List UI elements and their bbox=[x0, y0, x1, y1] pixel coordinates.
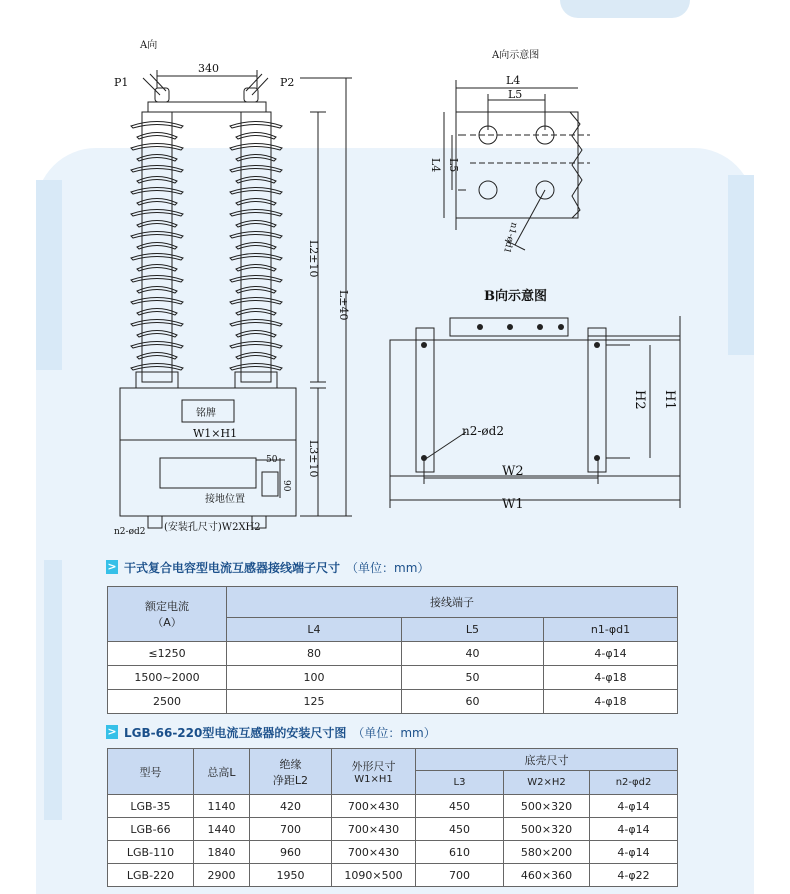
terminal-p1-label: P1 bbox=[114, 76, 129, 89]
direction-label: A向 bbox=[140, 40, 158, 51]
table-row bbox=[108, 690, 678, 714]
right-insulator-sheds bbox=[230, 122, 282, 371]
view-a-plate bbox=[456, 112, 578, 218]
hole-n2-label: n2-ød2 bbox=[114, 527, 146, 537]
table2-cell-height: 1840 bbox=[194, 841, 250, 864]
table2-heading bbox=[106, 722, 436, 742]
table1-cell-current: 1500~2000 bbox=[108, 666, 227, 690]
insulator-shed bbox=[137, 243, 177, 250]
table2-unit: （单位：mm） bbox=[352, 725, 436, 740]
view-a-title: A向示意图 bbox=[492, 50, 540, 61]
table2-header-height: 总高L bbox=[194, 749, 250, 795]
terminal-size-table bbox=[107, 586, 678, 714]
insulator-shed bbox=[236, 287, 276, 294]
table2-cell-l2: 420 bbox=[250, 795, 332, 818]
view-b-title: B向示意图 bbox=[484, 289, 547, 304]
table2-cell-w2h2: 580×200 bbox=[504, 841, 590, 864]
table2-header-insulation bbox=[250, 749, 332, 795]
table2-cell-shape: 700×430 bbox=[332, 841, 416, 864]
table2-cell-l3: 610 bbox=[416, 841, 504, 864]
insulator-shed bbox=[236, 221, 276, 228]
table1-header-current-unit: （A） bbox=[152, 616, 182, 629]
view-a-l5: L5 bbox=[508, 88, 523, 101]
table1-unit: （单位：mm） bbox=[346, 560, 430, 575]
table1-cell-l5: 40 bbox=[402, 642, 544, 666]
insulator-shed bbox=[131, 232, 183, 239]
view-a-hole-label: n1-ød1 bbox=[500, 221, 519, 255]
hole-icon bbox=[479, 181, 497, 199]
table2-cell-l3: 450 bbox=[416, 818, 504, 841]
insulator-shed bbox=[230, 166, 282, 173]
table1-header-hole: n1-φd1 bbox=[544, 618, 678, 642]
insulator-shed bbox=[230, 342, 282, 349]
insulator-shed bbox=[131, 298, 183, 305]
table1-header-l5: L5 bbox=[402, 618, 544, 642]
leader-n2 bbox=[424, 432, 466, 460]
table-row bbox=[108, 642, 678, 666]
table1-cell-l4: 125 bbox=[227, 690, 402, 714]
table1-cell-current: ≤1250 bbox=[108, 642, 227, 666]
table2-title: LGB-66-220型电流互感器的安装尺寸图 bbox=[124, 725, 347, 740]
view-b-left-bracket bbox=[416, 328, 434, 472]
insulator-shed bbox=[230, 276, 282, 283]
table1-title: 干式复合电容型电流互感器接线端子尺寸 bbox=[124, 560, 341, 575]
mount-label: (安装孔尺寸)W2XH2 bbox=[164, 522, 261, 533]
insulator-shed bbox=[137, 265, 177, 272]
table2-cell-model: LGB-220 bbox=[108, 864, 194, 887]
insulator-shed bbox=[230, 232, 282, 239]
table2-cell-model: LGB-35 bbox=[108, 795, 194, 818]
table2-cell-model: LGB-110 bbox=[108, 841, 194, 864]
ground-terminal bbox=[262, 472, 278, 496]
insulator-shed bbox=[137, 309, 177, 316]
dim-340-label: 340 bbox=[198, 62, 219, 75]
insulator-shed bbox=[230, 188, 282, 195]
insulator-shed bbox=[236, 133, 276, 140]
view-b-h2: H2 bbox=[632, 390, 647, 410]
view-b-hole-label: n2-ød2 bbox=[462, 424, 504, 438]
table2-cell-l2: 960 bbox=[250, 841, 332, 864]
table2-cell-l3: 700 bbox=[416, 864, 504, 887]
insulator-shed bbox=[236, 265, 276, 272]
insulator-shed bbox=[230, 320, 282, 327]
table2-cell-shape: 700×430 bbox=[332, 818, 416, 841]
dim-90-label: 90 bbox=[281, 480, 291, 492]
insulator-shed bbox=[131, 188, 183, 195]
installation-size-table bbox=[107, 748, 678, 887]
table2-header-model: 型号 bbox=[108, 749, 194, 795]
insulator-shed bbox=[131, 364, 183, 371]
chevron-right-icon: > bbox=[107, 725, 117, 738]
table2-cell-w2h2: 500×320 bbox=[504, 818, 590, 841]
insulator-shed bbox=[131, 342, 183, 349]
nameplate-label: 铭牌 bbox=[196, 408, 216, 419]
terminal-p1-block bbox=[155, 88, 169, 102]
insulator-shed bbox=[230, 254, 282, 261]
table1-cell-l5: 60 bbox=[402, 690, 544, 714]
table2-cell-w2h2: 500×320 bbox=[504, 795, 590, 818]
table-row bbox=[108, 795, 678, 818]
insulator-shed bbox=[236, 331, 276, 338]
table1-heading bbox=[106, 557, 429, 577]
dim-l2-label: L2±10 bbox=[307, 240, 320, 278]
chevron-right-icon: > bbox=[107, 560, 117, 573]
insulator-shed bbox=[137, 133, 177, 140]
insulator-shed bbox=[137, 287, 177, 294]
break-line bbox=[570, 112, 582, 218]
view-b-w1: W1 bbox=[502, 497, 524, 512]
terminal-p2-block bbox=[244, 88, 258, 102]
insulator-shed bbox=[137, 155, 177, 162]
table1-header-current bbox=[108, 587, 227, 642]
table2-cell-hole: 4-φ14 bbox=[590, 841, 678, 864]
insulator-shed bbox=[236, 177, 276, 184]
insulator-shed bbox=[230, 144, 282, 151]
table2-cell-l2: 1950 bbox=[250, 864, 332, 887]
terminal-p2-label: P2 bbox=[280, 76, 295, 89]
table2-cell-l3: 450 bbox=[416, 795, 504, 818]
insulator-shed bbox=[230, 210, 282, 217]
table-row bbox=[108, 864, 678, 887]
table-row bbox=[108, 818, 678, 841]
table2-cell-hole: 4-φ22 bbox=[590, 864, 678, 887]
ground-label: 接地位置 bbox=[205, 494, 245, 505]
table2-cell-l2: 700 bbox=[250, 818, 332, 841]
table1-cell-hole: 4-φ14 bbox=[544, 642, 678, 666]
table2-cell-height: 1440 bbox=[194, 818, 250, 841]
insulator-shed bbox=[131, 144, 183, 151]
table2-cell-height: 1140 bbox=[194, 795, 250, 818]
table2-header-insulation-b: 净距L2 bbox=[272, 773, 309, 787]
insulator-shed bbox=[137, 221, 177, 228]
view-b-right-bracket bbox=[588, 328, 606, 472]
insulator-shed bbox=[131, 210, 183, 217]
insulator-shed bbox=[131, 166, 183, 173]
table-row bbox=[108, 666, 678, 690]
insulator-shed bbox=[137, 199, 177, 206]
table1-cell-l4: 100 bbox=[227, 666, 402, 690]
head-plate bbox=[148, 102, 266, 112]
table1-cell-l5: 50 bbox=[402, 666, 544, 690]
insulator-shed bbox=[131, 254, 183, 261]
insulator-shed bbox=[230, 364, 282, 371]
table2-cell-hole: 4-φ14 bbox=[590, 818, 678, 841]
insulator-shed bbox=[137, 353, 177, 360]
table2-header-shape bbox=[332, 749, 416, 795]
table2-header-insulation-a: 绝缘 bbox=[279, 757, 302, 771]
dim-l3-label: L3±10 bbox=[307, 440, 320, 478]
table2-cell-shape: 1090×500 bbox=[332, 864, 416, 887]
window-box bbox=[160, 458, 256, 488]
table2-cell-height: 2900 bbox=[194, 864, 250, 887]
dim-l-label: L±40 bbox=[337, 290, 350, 321]
table1-header-terminal: 接线端子 bbox=[227, 587, 678, 618]
insulator-shed bbox=[131, 320, 183, 327]
insulator-shed bbox=[236, 353, 276, 360]
view-b-h1: H1 bbox=[662, 390, 677, 410]
table1-header-current-label: 额定电流 bbox=[145, 600, 189, 613]
dim-50-label: 50 bbox=[266, 455, 278, 465]
table2-header-l3: L3 bbox=[416, 771, 504, 795]
view-a-l4: L4 bbox=[506, 74, 521, 87]
table2-header-shape-a: 外形尺寸 bbox=[351, 760, 396, 773]
view-a-l5-vertical: L5 bbox=[447, 158, 460, 173]
insulator-shed bbox=[236, 155, 276, 162]
table2-header-w2h2: W2×H2 bbox=[504, 771, 590, 795]
insulator-shed bbox=[230, 298, 282, 305]
table2-cell-w2h2: 460×360 bbox=[504, 864, 590, 887]
table2-cell-model: LGB-66 bbox=[108, 818, 194, 841]
table2-header-shape-b: W1×H1 bbox=[354, 774, 393, 785]
left-insulator-sheds bbox=[131, 122, 183, 371]
table2-cell-hole: 4-φ14 bbox=[590, 795, 678, 818]
table2-header-hole: n2-φd2 bbox=[590, 771, 678, 795]
insulator-shed bbox=[131, 276, 183, 283]
view-b-w2: W2 bbox=[502, 464, 524, 479]
table1-cell-hole: 4-φ18 bbox=[544, 690, 678, 714]
insulator-shed bbox=[137, 177, 177, 184]
background-stripe bbox=[44, 560, 62, 820]
left-foot bbox=[148, 516, 162, 528]
insulator-shed bbox=[230, 122, 282, 129]
insulator-shed bbox=[131, 122, 183, 129]
insulator-shed bbox=[236, 199, 276, 206]
view-a-l4-vertical: L4 bbox=[429, 158, 442, 173]
table1-cell-l4: 80 bbox=[227, 642, 402, 666]
table1-cell-hole: 4-φ18 bbox=[544, 666, 678, 690]
insulator-shed bbox=[137, 331, 177, 338]
table2-cell-shape: 700×430 bbox=[332, 795, 416, 818]
table1-cell-current: 2500 bbox=[108, 690, 227, 714]
insulator-shed bbox=[236, 309, 276, 316]
table-row bbox=[108, 841, 678, 864]
insulator-shed bbox=[236, 243, 276, 250]
table1-header-l4: L4 bbox=[227, 618, 402, 642]
table2-header-base: 底壳尺寸 bbox=[416, 749, 678, 771]
dim-w1h1-label: W1×H1 bbox=[193, 427, 238, 440]
